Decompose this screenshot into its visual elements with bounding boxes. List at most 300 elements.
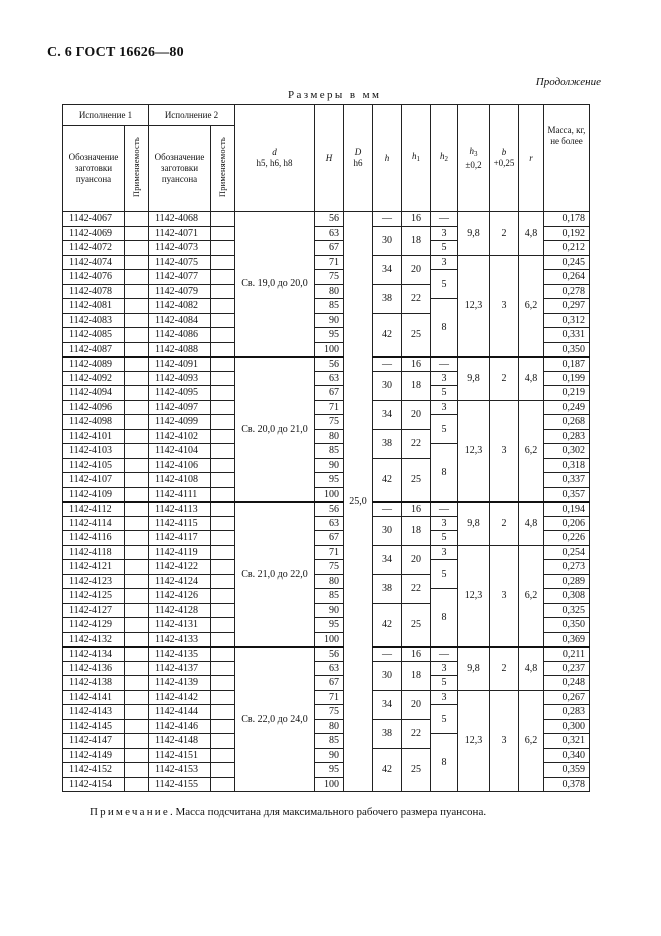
applicability-2 bbox=[211, 647, 235, 662]
h2-value: 8 bbox=[431, 589, 458, 647]
h2-value: 3 bbox=[431, 400, 458, 415]
designation-2: 1142-4119 bbox=[149, 545, 211, 560]
h3-value: 12,3 bbox=[458, 255, 490, 357]
applicability-2 bbox=[211, 386, 235, 401]
applicability-2 bbox=[211, 212, 235, 227]
H-value: 90 bbox=[315, 748, 344, 763]
designation-1: 1142-4116 bbox=[63, 531, 125, 546]
header-h3: $h_3$ ±0,2 bbox=[458, 105, 490, 212]
h-value: 34 bbox=[373, 255, 402, 284]
applicability-1 bbox=[125, 386, 149, 401]
applicability-2 bbox=[211, 429, 235, 444]
designation-1: 1142-4067 bbox=[63, 212, 125, 227]
applicability-1 bbox=[125, 255, 149, 270]
applicability-2 bbox=[211, 342, 235, 357]
d-range: Св. 19,0 до 20,0 bbox=[235, 212, 315, 357]
h2-value: 8 bbox=[431, 734, 458, 792]
mass-value: 0,340 bbox=[544, 748, 590, 763]
applicability-1 bbox=[125, 429, 149, 444]
h-value: — bbox=[373, 357, 402, 372]
applicability-1 bbox=[125, 589, 149, 604]
designation-2: 1142-4144 bbox=[149, 705, 211, 720]
header-ispolnenie-1: Исполнение 1 bbox=[63, 105, 149, 126]
mass-value: 0,199 bbox=[544, 371, 590, 386]
continuation-label: Продолжение bbox=[535, 76, 601, 88]
applicability-2 bbox=[211, 313, 235, 328]
mass-value: 0,264 bbox=[544, 270, 590, 285]
h2-value: 5 bbox=[431, 531, 458, 546]
designation-1: 1142-4092 bbox=[63, 371, 125, 386]
designation-2: 1142-4128 bbox=[149, 603, 211, 618]
applicability-1 bbox=[125, 284, 149, 299]
mass-value: 0,350 bbox=[544, 618, 590, 633]
d-range: Св. 20,0 до 21,0 bbox=[235, 357, 315, 502]
applicability-1 bbox=[125, 415, 149, 430]
mass-value: 0,219 bbox=[544, 386, 590, 401]
header-h2: $h_2$ bbox=[431, 105, 458, 212]
b-value: 2 bbox=[490, 357, 519, 401]
designation-2: 1142-4071 bbox=[149, 226, 211, 241]
H-value: 80 bbox=[315, 284, 344, 299]
applicability-2 bbox=[211, 415, 235, 430]
applicability-1 bbox=[125, 502, 149, 517]
designation-1: 1142-4149 bbox=[63, 748, 125, 763]
h1-value: 25 bbox=[402, 313, 431, 357]
designation-2: 1142-4135 bbox=[149, 647, 211, 662]
h2-value: — bbox=[431, 212, 458, 227]
designation-1: 1142-4123 bbox=[63, 574, 125, 589]
h2-value: 5 bbox=[431, 270, 458, 299]
h2-value: 5 bbox=[431, 705, 458, 734]
table-row bbox=[63, 212, 590, 227]
table-body bbox=[63, 212, 590, 792]
applicability-2 bbox=[211, 574, 235, 589]
h-value: 42 bbox=[373, 603, 402, 647]
designation-2: 1142-4133 bbox=[149, 632, 211, 647]
b-value: 3 bbox=[490, 690, 519, 792]
h2-value: 3 bbox=[431, 371, 458, 386]
H-value: 75 bbox=[315, 415, 344, 430]
header-oboznachenie-1: Обозначение заготовки пуансона bbox=[63, 126, 125, 212]
designation-1: 1142-4134 bbox=[63, 647, 125, 662]
designation-2: 1142-4082 bbox=[149, 299, 211, 314]
table-row bbox=[63, 545, 590, 560]
applicability-2 bbox=[211, 284, 235, 299]
b-value: 3 bbox=[490, 400, 519, 502]
designation-2: 1142-4113 bbox=[149, 502, 211, 517]
designation-1: 1142-4127 bbox=[63, 603, 125, 618]
mass-value: 0,268 bbox=[544, 415, 590, 430]
designation-2: 1142-4142 bbox=[149, 690, 211, 705]
H-value: 75 bbox=[315, 270, 344, 285]
h2-value: — bbox=[431, 357, 458, 372]
designation-1: 1142-4118 bbox=[63, 545, 125, 560]
mass-value: 0,211 bbox=[544, 647, 590, 662]
applicability-1 bbox=[125, 299, 149, 314]
mass-value: 0,187 bbox=[544, 357, 590, 372]
mass-value: 0,226 bbox=[544, 531, 590, 546]
designation-2: 1142-4111 bbox=[149, 487, 211, 502]
applicability-2 bbox=[211, 763, 235, 778]
designation-1: 1142-4078 bbox=[63, 284, 125, 299]
mass-value: 0,178 bbox=[544, 212, 590, 227]
b-value: 3 bbox=[490, 255, 519, 357]
designation-2: 1142-4104 bbox=[149, 444, 211, 459]
designation-1: 1142-4076 bbox=[63, 270, 125, 285]
h-value: 42 bbox=[373, 458, 402, 502]
h-value: 38 bbox=[373, 574, 402, 603]
applicability-2 bbox=[211, 400, 235, 415]
mass-value: 0,237 bbox=[544, 661, 590, 676]
designation-1: 1142-4094 bbox=[63, 386, 125, 401]
H-value: 63 bbox=[315, 516, 344, 531]
mass-value: 0,248 bbox=[544, 676, 590, 691]
H-value: 95 bbox=[315, 618, 344, 633]
H-value: 80 bbox=[315, 574, 344, 589]
H-value: 63 bbox=[315, 661, 344, 676]
table-row bbox=[63, 357, 590, 372]
h1-value: 22 bbox=[402, 284, 431, 313]
h2-value: 5 bbox=[431, 241, 458, 256]
r-value: 6,2 bbox=[519, 690, 544, 792]
designation-1: 1142-4098 bbox=[63, 415, 125, 430]
H-value: 100 bbox=[315, 487, 344, 502]
designation-2: 1142-4108 bbox=[149, 473, 211, 488]
h1-value: 22 bbox=[402, 719, 431, 748]
mass-value: 0,249 bbox=[544, 400, 590, 415]
applicability-1 bbox=[125, 676, 149, 691]
designation-1: 1142-4096 bbox=[63, 400, 125, 415]
mass-value: 0,350 bbox=[544, 342, 590, 357]
applicability-2 bbox=[211, 328, 235, 343]
H-value: 95 bbox=[315, 763, 344, 778]
h3-value: 12,3 bbox=[458, 400, 490, 502]
applicability-2 bbox=[211, 255, 235, 270]
designation-1: 1142-4132 bbox=[63, 632, 125, 647]
applicability-2 bbox=[211, 531, 235, 546]
applicability-1 bbox=[125, 661, 149, 676]
applicability-1 bbox=[125, 763, 149, 778]
h2-value: 5 bbox=[431, 386, 458, 401]
applicability-1 bbox=[125, 241, 149, 256]
h1-value: 25 bbox=[402, 458, 431, 502]
applicability-2 bbox=[211, 545, 235, 560]
H-value: 100 bbox=[315, 777, 344, 792]
h2-value: — bbox=[431, 502, 458, 517]
designation-2: 1142-4151 bbox=[149, 748, 211, 763]
applicability-2 bbox=[211, 589, 235, 604]
applicability-2 bbox=[211, 705, 235, 720]
h-value: 38 bbox=[373, 719, 402, 748]
designation-2: 1142-4086 bbox=[149, 328, 211, 343]
applicability-1 bbox=[125, 647, 149, 662]
mass-value: 0,194 bbox=[544, 502, 590, 517]
mass-value: 0,331 bbox=[544, 328, 590, 343]
h-value: 38 bbox=[373, 429, 402, 458]
applicability-2 bbox=[211, 777, 235, 792]
H-value: 71 bbox=[315, 400, 344, 415]
d-range: Св. 22,0 до 24,0 bbox=[235, 647, 315, 792]
designation-1: 1142-4087 bbox=[63, 342, 125, 357]
applicability-2 bbox=[211, 603, 235, 618]
H-value: 71 bbox=[315, 255, 344, 270]
designation-1: 1142-4125 bbox=[63, 589, 125, 604]
applicability-1 bbox=[125, 618, 149, 633]
mass-value: 0,318 bbox=[544, 458, 590, 473]
mass-value: 0,321 bbox=[544, 734, 590, 749]
header-h: h bbox=[373, 105, 402, 212]
applicability-1 bbox=[125, 734, 149, 749]
applicability-1 bbox=[125, 560, 149, 575]
designation-1: 1142-4074 bbox=[63, 255, 125, 270]
mass-value: 0,297 bbox=[544, 299, 590, 314]
designation-2: 1142-4124 bbox=[149, 574, 211, 589]
designation-1: 1142-4154 bbox=[63, 777, 125, 792]
applicability-2 bbox=[211, 632, 235, 647]
h3-value: 9,8 bbox=[458, 357, 490, 401]
H-value: 71 bbox=[315, 545, 344, 560]
designation-2: 1142-4073 bbox=[149, 241, 211, 256]
mass-value: 0,267 bbox=[544, 690, 590, 705]
table-row bbox=[63, 400, 590, 415]
footnote-label: Примечание bbox=[90, 806, 170, 818]
page-header: С. 6 ГОСТ 16626—80 bbox=[47, 45, 184, 60]
h1-value: 20 bbox=[402, 545, 431, 574]
h2-value: 3 bbox=[431, 516, 458, 531]
designation-1: 1142-4107 bbox=[63, 473, 125, 488]
h2-value: 3 bbox=[431, 255, 458, 270]
mass-value: 0,273 bbox=[544, 560, 590, 575]
h-value: 38 bbox=[373, 284, 402, 313]
table-row bbox=[63, 502, 590, 517]
designation-2: 1142-4137 bbox=[149, 661, 211, 676]
applicability-1 bbox=[125, 226, 149, 241]
mass-value: 0,283 bbox=[544, 705, 590, 720]
H-value: 95 bbox=[315, 328, 344, 343]
applicability-2 bbox=[211, 502, 235, 517]
applicability-2 bbox=[211, 734, 235, 749]
h1-value: 18 bbox=[402, 516, 431, 545]
designation-2: 1142-4068 bbox=[149, 212, 211, 227]
designation-1: 1142-4069 bbox=[63, 226, 125, 241]
designation-1: 1142-4112 bbox=[63, 502, 125, 517]
mass-value: 0,357 bbox=[544, 487, 590, 502]
designation-1: 1142-4141 bbox=[63, 690, 125, 705]
h-value: 42 bbox=[373, 748, 402, 792]
D-value: 25,0 bbox=[344, 212, 373, 792]
applicability-1 bbox=[125, 444, 149, 459]
header-mass: Масса, кг, не более bbox=[544, 105, 590, 212]
h1-value: 18 bbox=[402, 371, 431, 400]
designation-2: 1142-4146 bbox=[149, 719, 211, 734]
b-value: 2 bbox=[490, 212, 519, 256]
H-value: 67 bbox=[315, 531, 344, 546]
mass-value: 0,283 bbox=[544, 429, 590, 444]
mass-value: 0,254 bbox=[544, 545, 590, 560]
applicability-1 bbox=[125, 270, 149, 285]
H-value: 63 bbox=[315, 226, 344, 241]
designation-1: 1142-4109 bbox=[63, 487, 125, 502]
designation-2: 1142-4079 bbox=[149, 284, 211, 299]
applicability-2 bbox=[211, 241, 235, 256]
r-value: 4,8 bbox=[519, 212, 544, 256]
h-value: 42 bbox=[373, 313, 402, 357]
applicability-1 bbox=[125, 705, 149, 720]
r-value: 4,8 bbox=[519, 357, 544, 401]
designation-1: 1142-4129 bbox=[63, 618, 125, 633]
h2-value: 5 bbox=[431, 415, 458, 444]
H-value: 67 bbox=[315, 241, 344, 256]
h-value: 30 bbox=[373, 516, 402, 545]
h1-value: 16 bbox=[402, 647, 431, 662]
h2-value: 5 bbox=[431, 676, 458, 691]
r-value: 6,2 bbox=[519, 400, 544, 502]
designation-1: 1142-4136 bbox=[63, 661, 125, 676]
h-value: 34 bbox=[373, 400, 402, 429]
designation-2: 1142-4075 bbox=[149, 255, 211, 270]
h2-value: 3 bbox=[431, 545, 458, 560]
applicability-1 bbox=[125, 328, 149, 343]
designation-2: 1142-4139 bbox=[149, 676, 211, 691]
applicability-1 bbox=[125, 342, 149, 357]
header-r: r bbox=[519, 105, 544, 212]
applicability-1 bbox=[125, 212, 149, 227]
h1-value: 25 bbox=[402, 748, 431, 792]
designation-2: 1142-4097 bbox=[149, 400, 211, 415]
mass-value: 0,206 bbox=[544, 516, 590, 531]
applicability-2 bbox=[211, 690, 235, 705]
applicability-1 bbox=[125, 400, 149, 415]
h1-value: 22 bbox=[402, 574, 431, 603]
header-h1: $h_1$ bbox=[402, 105, 431, 212]
applicability-2 bbox=[211, 458, 235, 473]
h3-value: 9,8 bbox=[458, 647, 490, 691]
H-value: 100 bbox=[315, 342, 344, 357]
H-value: 67 bbox=[315, 676, 344, 691]
applicability-1 bbox=[125, 371, 149, 386]
applicability-1 bbox=[125, 545, 149, 560]
H-value: 95 bbox=[315, 473, 344, 488]
header-d: d h5, h6, h8 bbox=[235, 105, 315, 212]
designation-2: 1142-4106 bbox=[149, 458, 211, 473]
mass-value: 0,359 bbox=[544, 763, 590, 778]
H-value: 75 bbox=[315, 560, 344, 575]
H-value: 56 bbox=[315, 502, 344, 517]
applicability-1 bbox=[125, 313, 149, 328]
designation-1: 1142-4143 bbox=[63, 705, 125, 720]
footnote-text: . Масса подсчитана для максимального рабочего размера пуансона. bbox=[169, 806, 487, 818]
header-b: b +0,25 bbox=[490, 105, 519, 212]
applicability-2 bbox=[211, 516, 235, 531]
applicability-1 bbox=[125, 473, 149, 488]
H-value: 56 bbox=[315, 357, 344, 372]
r-value: 6,2 bbox=[519, 545, 544, 647]
r-value: 4,8 bbox=[519, 502, 544, 546]
h-value: — bbox=[373, 502, 402, 517]
H-value: 80 bbox=[315, 429, 344, 444]
h3-value: 12,3 bbox=[458, 690, 490, 792]
h-value: 30 bbox=[373, 226, 402, 255]
mass-value: 0,302 bbox=[544, 444, 590, 459]
h2-value: 3 bbox=[431, 661, 458, 676]
H-value: 90 bbox=[315, 458, 344, 473]
applicability-1 bbox=[125, 357, 149, 372]
applicability-1 bbox=[125, 487, 149, 502]
table-row bbox=[63, 255, 590, 270]
h1-value: 18 bbox=[402, 661, 431, 690]
designation-2: 1142-4115 bbox=[149, 516, 211, 531]
applicability-2 bbox=[211, 444, 235, 459]
applicability-2 bbox=[211, 270, 235, 285]
applicability-1 bbox=[125, 516, 149, 531]
designation-2: 1142-4155 bbox=[149, 777, 211, 792]
h1-value: 16 bbox=[402, 502, 431, 517]
mass-value: 0,192 bbox=[544, 226, 590, 241]
h2-value: 5 bbox=[431, 560, 458, 589]
mass-value: 0,308 bbox=[544, 589, 590, 604]
mass-value: 0,312 bbox=[544, 313, 590, 328]
designation-1: 1142-4085 bbox=[63, 328, 125, 343]
H-value: 85 bbox=[315, 734, 344, 749]
designation-1: 1142-4147 bbox=[63, 734, 125, 749]
H-value: 90 bbox=[315, 603, 344, 618]
H-value: 85 bbox=[315, 444, 344, 459]
designation-2: 1142-4148 bbox=[149, 734, 211, 749]
footnote bbox=[90, 806, 486, 818]
r-value: 6,2 bbox=[519, 255, 544, 357]
applicability-2 bbox=[211, 560, 235, 575]
applicability-1 bbox=[125, 458, 149, 473]
designation-2: 1142-4084 bbox=[149, 313, 211, 328]
h3-value: 12,3 bbox=[458, 545, 490, 647]
designation-1: 1142-4083 bbox=[63, 313, 125, 328]
designation-1: 1142-4081 bbox=[63, 299, 125, 314]
h2-value: 3 bbox=[431, 690, 458, 705]
h3-value: 9,8 bbox=[458, 502, 490, 546]
table-row bbox=[63, 647, 590, 662]
mass-value: 0,278 bbox=[544, 284, 590, 299]
h1-value: 20 bbox=[402, 255, 431, 284]
applicability-2 bbox=[211, 748, 235, 763]
size-units-note: Размеры в мм bbox=[288, 89, 382, 101]
applicability-2 bbox=[211, 299, 235, 314]
applicability-2 bbox=[211, 487, 235, 502]
applicability-2 bbox=[211, 226, 235, 241]
h1-value: 25 bbox=[402, 603, 431, 647]
header-H: H bbox=[315, 105, 344, 212]
applicability-2 bbox=[211, 473, 235, 488]
h1-value: 22 bbox=[402, 429, 431, 458]
d-range: Св. 21,0 до 22,0 bbox=[235, 502, 315, 647]
designation-2: 1142-4126 bbox=[149, 589, 211, 604]
applicability-1 bbox=[125, 531, 149, 546]
h1-value: 18 bbox=[402, 226, 431, 255]
r-value: 4,8 bbox=[519, 647, 544, 691]
h1-value: 16 bbox=[402, 357, 431, 372]
h-value: — bbox=[373, 647, 402, 662]
header-D: D h6 bbox=[344, 105, 373, 212]
header-primenyaemost-1: Применяемость bbox=[125, 126, 149, 212]
header-oboznachenie-2: Обозначение заготовки пуансона bbox=[149, 126, 211, 212]
H-value: 75 bbox=[315, 705, 344, 720]
mass-value: 0,325 bbox=[544, 603, 590, 618]
applicability-2 bbox=[211, 719, 235, 734]
H-value: 100 bbox=[315, 632, 344, 647]
h1-value: 20 bbox=[402, 690, 431, 719]
mass-value: 0,369 bbox=[544, 632, 590, 647]
h-value: 30 bbox=[373, 661, 402, 690]
applicability-1 bbox=[125, 777, 149, 792]
